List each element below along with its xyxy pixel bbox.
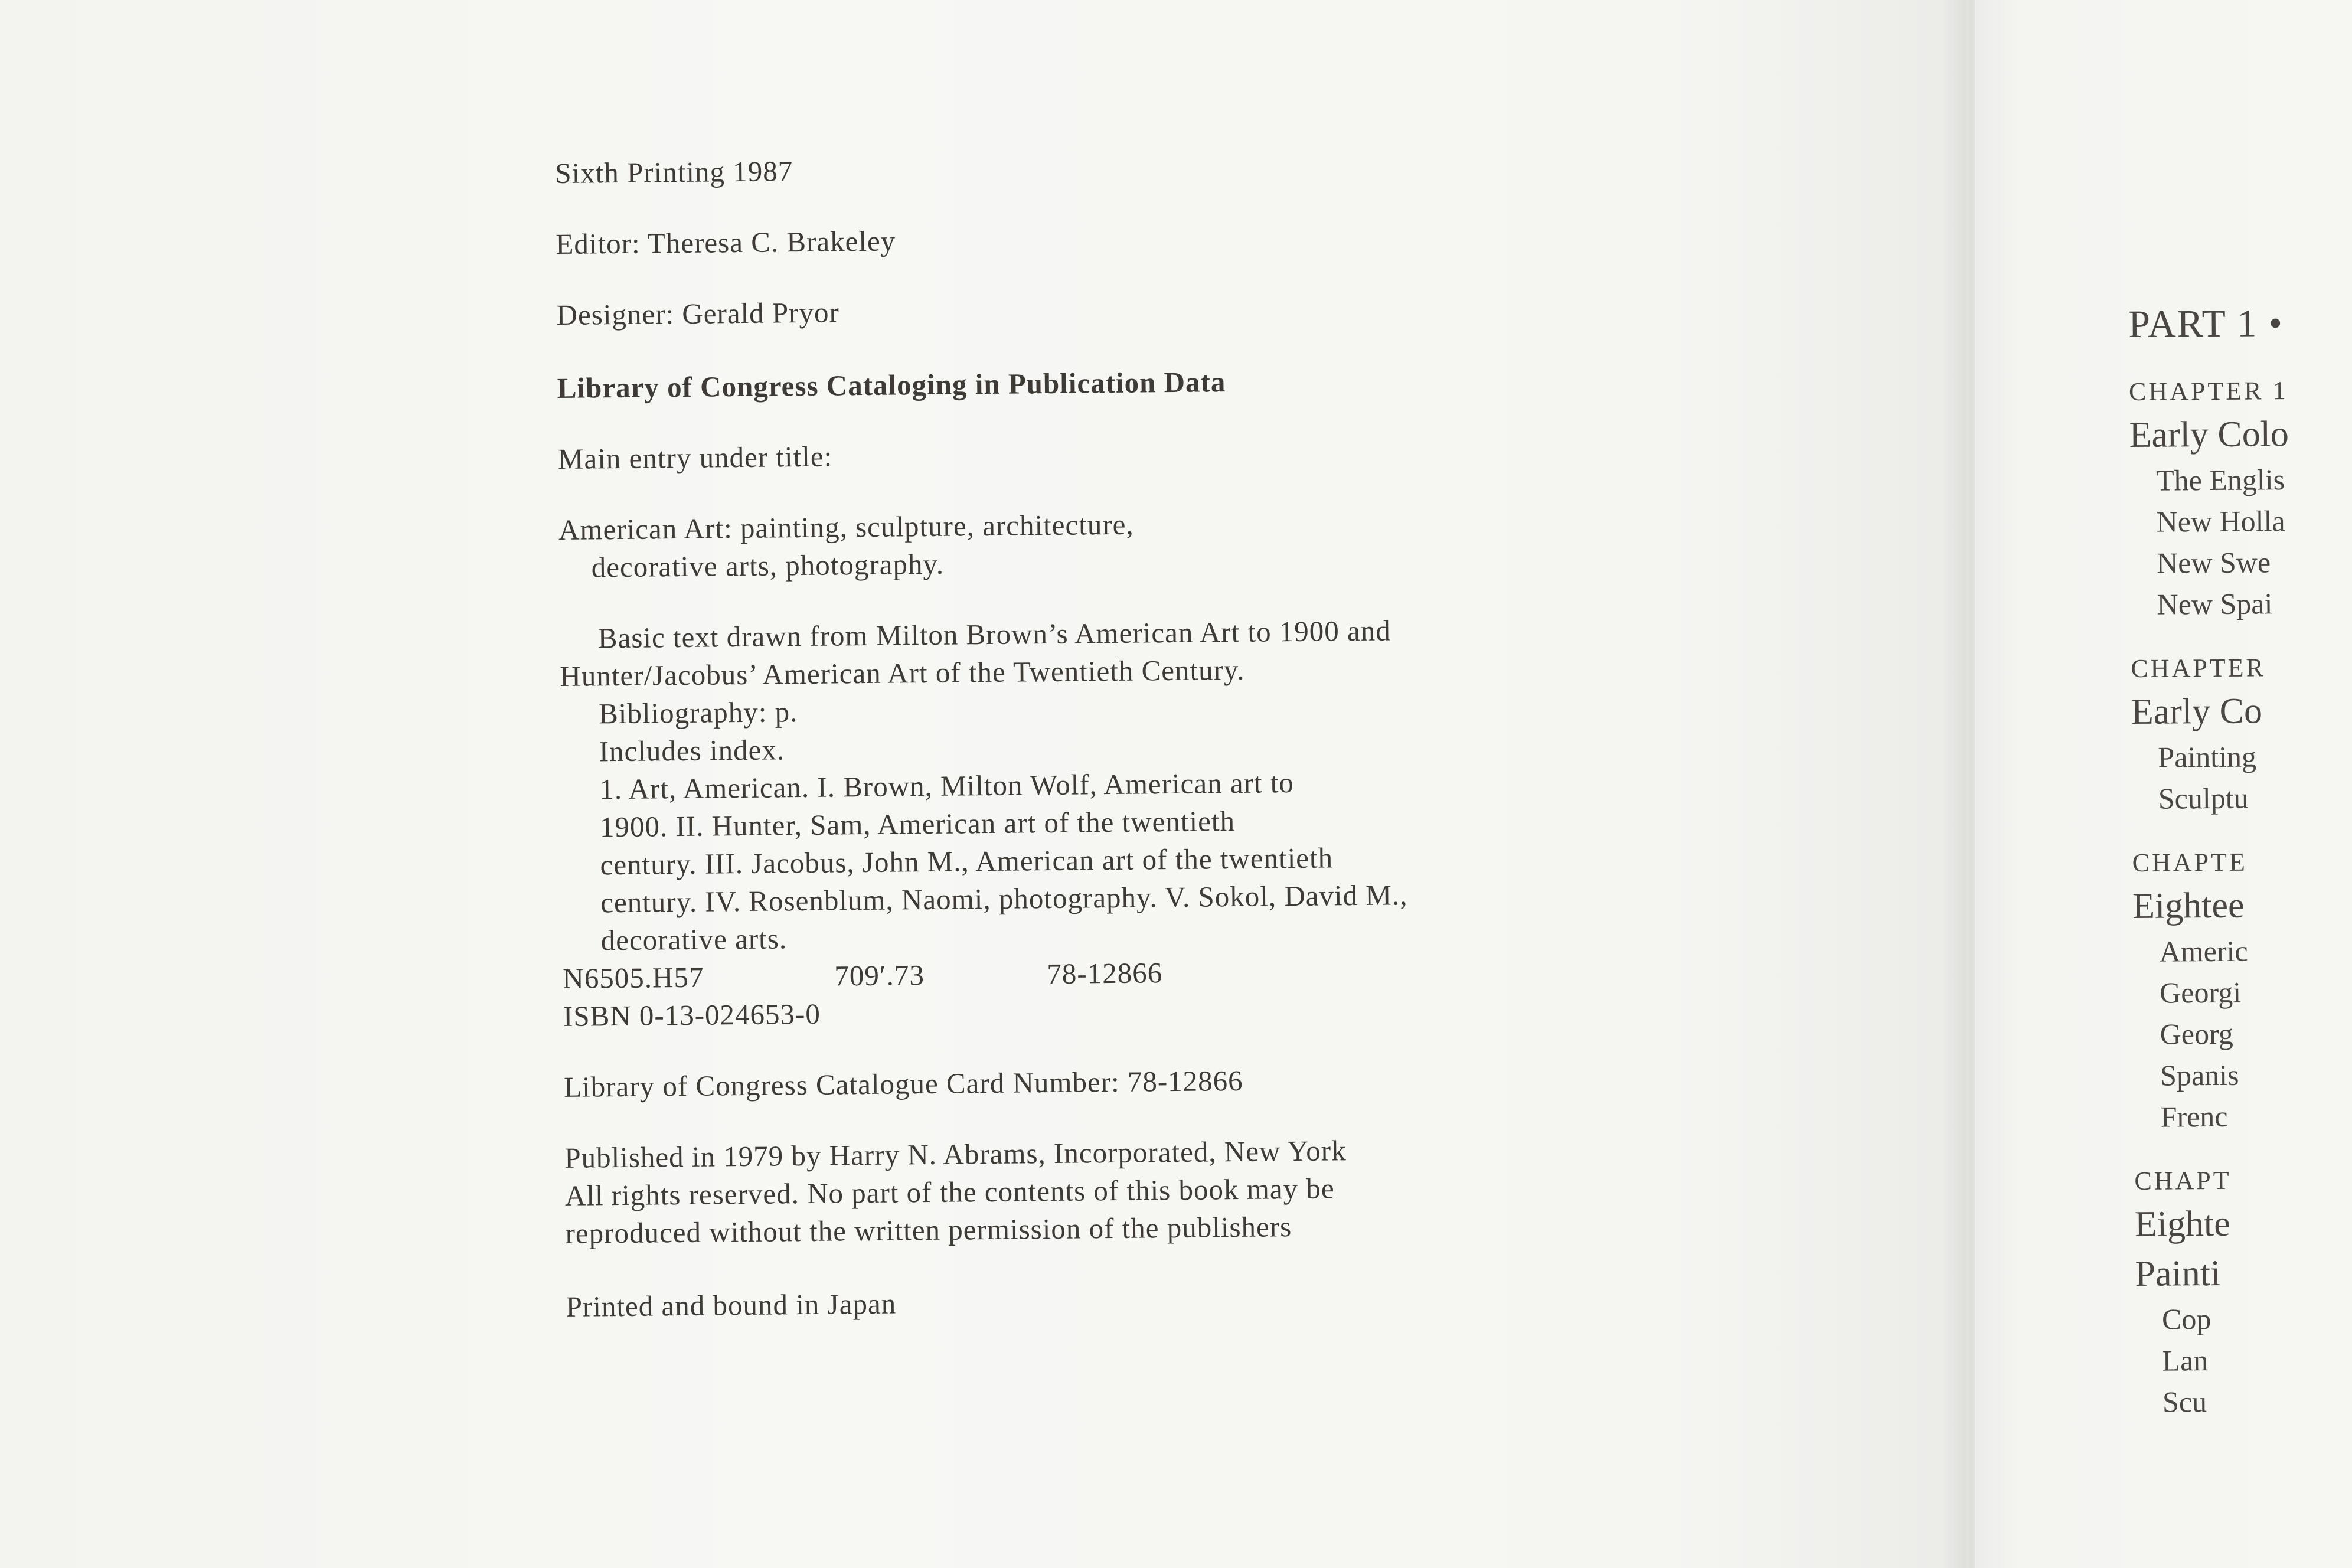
chapter-title: Eightee: [2132, 885, 2245, 926]
published-line-2: All rights reserved. No part of the contents of this book may be: [564, 1172, 1335, 1212]
printed-line: Printed and bound in Japan: [566, 1287, 897, 1323]
basic-text-line-1: Basic text drawn from Milton Brown’s American Art to 1900 and: [597, 614, 1391, 655]
subject-line-5: decorative arts.: [600, 922, 788, 957]
chapter-item: New Swe: [2156, 545, 2271, 580]
title-line-1: American Art: painting, sculpture, architecture,: [558, 508, 1134, 546]
call-number: N6505.H57: [563, 961, 704, 995]
chapter-label: CHAPTE: [2132, 847, 2248, 877]
designer-line: Designer: Gerald Pryor: [556, 296, 840, 331]
chapter-title-line-2: Painti: [2135, 1253, 2221, 1294]
basic-text-line-2: Hunter/Jacobus’ American Art of the Twentieth Century.: [560, 653, 1245, 692]
chapter-title: Early Colo: [2129, 414, 2289, 455]
chapter-title: Early Co: [2131, 691, 2263, 732]
dewey-number: 709′.73: [834, 959, 925, 992]
chapter-item: New Holla: [2156, 504, 2285, 538]
card-number-line: Library of Congress Catalogue Card Number: 78-12866: [563, 1064, 1243, 1103]
chapter-item: Scu: [2162, 1385, 2207, 1419]
index-line: Includes index.: [599, 733, 785, 768]
chapter-item: Painting: [2158, 740, 2257, 774]
copyright-block: [555, 143, 1747, 1326]
main-entry-line: Main entry under title:: [557, 440, 833, 475]
chapter-label: CHAPTER: [2131, 653, 2266, 683]
chapter-item: Cop: [2161, 1302, 2211, 1336]
chapter-item: Americ: [2159, 934, 2248, 968]
subject-line-4: century. IV. Rosenblum, Naomi, photography. V. Sokol, David M.,: [600, 878, 1408, 919]
chapter-item: New Spai: [2157, 587, 2273, 621]
part-heading: PART 1 •: [2128, 302, 2284, 346]
chapter-item: Frenc: [2160, 1099, 2228, 1133]
cip-heading: Library of Congress Cataloging in Publication Data: [557, 365, 1226, 404]
subject-line-2: 1900. II. Hunter, Sam, American art of the twentieth: [599, 804, 1236, 844]
bibliography-line: Bibliography: p.: [598, 695, 798, 730]
chapter-item: Lan: [2162, 1344, 2209, 1377]
chapter-item: The Englis: [2155, 463, 2285, 497]
subject-line-1: 1. Art, American. I. Brown, Milton Wolf, American art to: [599, 766, 1295, 806]
chapter-item: Georg: [2160, 1017, 2233, 1051]
chapter-label: CHAPT: [2134, 1165, 2232, 1195]
chapter-item: Spanis: [2160, 1058, 2239, 1092]
lccn-number: 78-12866: [1047, 956, 1163, 991]
editor-line: Editor: Theresa C. Brakeley: [556, 224, 896, 260]
printing-line: Sixth Printing 1987: [555, 155, 793, 190]
isbn-line: ISBN 0-13-024653-0: [563, 997, 821, 1033]
published-line-1: Published in 1979 by Harry N. Abrams, Incorporated, New York: [564, 1134, 1347, 1174]
subject-line-3: century. III. Jacobus, John M., American art of the twentieth: [600, 841, 1334, 881]
chapter-item: Georgi: [2159, 975, 2242, 1010]
chapter-title: Eighte: [2134, 1203, 2230, 1244]
chapter-label: CHAPTER 1: [2128, 376, 2288, 406]
chapter-item: Sculptu: [2158, 781, 2249, 815]
published-line-3: reproduced without the written permission of the publishers: [565, 1210, 1292, 1250]
title-line-2: decorative arts, photography.: [591, 547, 945, 584]
contents-block: [2128, 299, 2352, 1423]
